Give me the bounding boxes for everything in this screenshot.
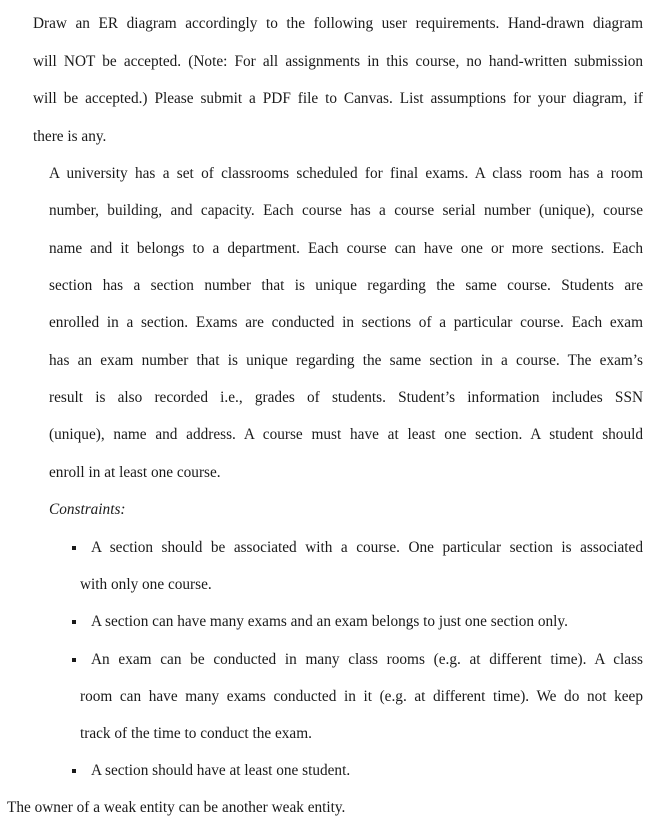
footer-note: The owner of a weak entity can be another weak entity. — [7, 799, 346, 816]
constraint-line: with only one course. — [80, 576, 212, 593]
constraint-line: An exam can be conducted in many class rooms (e.g. at different time). A class — [91, 651, 643, 668]
scenario-line: number, building, and capacity. Each course has a course serial number (unique), course — [49, 202, 643, 219]
square-bullet-icon — [72, 658, 76, 662]
intro-line: there is any. — [33, 128, 107, 145]
scenario-line: result is also recorded i.e., grades of students. Student’s information includes SSN — [49, 389, 643, 406]
scenario-line: name and it belongs to a department. Each course can have one or more sections. Each — [49, 240, 643, 257]
square-bullet-icon — [72, 769, 76, 773]
intro-line: will NOT be accepted. (Note: For all assignments in this course, no hand-written submission — [33, 53, 643, 70]
intro-line: will be accepted.) Please submit a PDF file to Canvas. List assumptions for your diagram, if — [33, 90, 643, 107]
scenario-line: section has a section number that is unique regarding the same course. Students are — [49, 277, 643, 294]
scenario-line: A university has a set of classrooms scheduled for final exams. A class room has a room — [49, 165, 643, 182]
square-bullet-icon — [72, 546, 76, 550]
constraint-line: A section can have many exams and an exam belongs to just one section only. — [91, 613, 568, 630]
intro-line: Draw an ER diagram accordingly to the following user requirements. Hand-drawn diagram — [33, 15, 643, 32]
scenario-line: has an exam number that is unique regarding the same section in a course. The exam’s — [49, 352, 643, 369]
constraint-line: A section should have at least one student. — [91, 762, 351, 779]
scenario-line: enroll in at least one course. — [49, 464, 221, 481]
scenario-line: enrolled in a section. Exams are conducted in sections of a particular course. Each exam — [49, 314, 643, 331]
constraint-line: room can have many exams conducted in it (e.g. at different time). We do not keep — [80, 688, 643, 705]
constraints-heading: Constraints: — [49, 501, 126, 518]
square-bullet-icon — [72, 620, 76, 624]
constraint-line: track of the time to conduct the exam. — [80, 725, 312, 742]
constraint-line: A section should be associated with a course. One particular section is associated — [91, 539, 643, 556]
scenario-line: (unique), name and address. A course must have at least one section. A student should — [49, 426, 643, 443]
